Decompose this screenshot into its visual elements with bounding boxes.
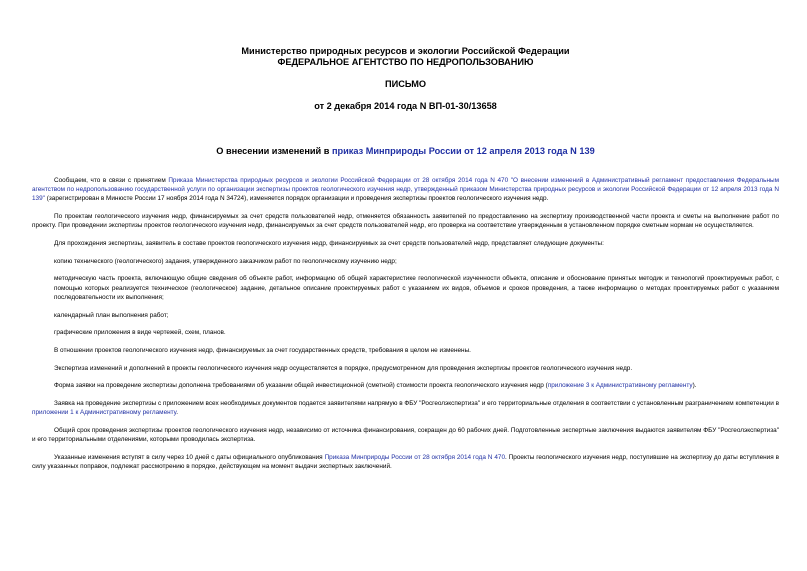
paragraph-1: Сообщаем, что в связи с принятием Приказа Министерства природных ресурсов и экологии Российской Федерации от 28 октября 2014 года N 470 "О внесении изменений в Административный регламент предоставления Федеральным агентством по недропользованию государственной услуги по организации экспертизы проектов геологического изучения недр, утвержденный приказом Министерства природных ресурсов и экологии Российской Федерации от 12 апреля 2013 года N 139" (зарегистрирован в Минюсте России 17 ноября 2014 года N 34724), изменяется порядок организации и проведения экспертизы проектов геологического изучения недр. — [32, 177, 779, 203]
paragraph-9: Экспертиза изменений и дополнений в проекты геологического изучения недр осуществляется в порядке, предусмотренном для проведения экспертизы проектов геологического изучения недр. — [54, 364, 633, 372]
list-item-2: методическую часть проекта, включающую общие сведения об объекте работ, информацию об общей характеристике геологической изученности объекта, описание и обоснование принятых методик и технологий проектируемых работ, с помощью которых реализуется техническое (геологическое) задание, детальное описание проектируемых работ с указанием их видов, объемов и сроков проведения, а также информацию о методах проектируемых работ с указанием последовательности их выполнения; — [54, 275, 779, 301]
title-prefix: О внесении изменений в — [216, 146, 332, 156]
order-470-link[interactable]: Приказа Министерства природных ресурсов и экологии Российской Федерации от 28 октября 2014 года N 470 "О внесении изменений в Административный регламент предоставления Федеральным агентством по недропользованию государственной услуги по организации экспертизы проектов геологического изучения недр, утвержденный приказом Министерства природных ресурсов и экологии Российской Федерации от 12 апреля 2013 года N 139" — [32, 177, 779, 203]
appendix-3-link[interactable]: приложение 3 к Административному регламенту — [547, 382, 693, 390]
document-type: ПИСЬМО — [384, 79, 427, 89]
order-470-short-link[interactable]: Приказа Минприроды России от 28 октября 2014 года N 470 — [324, 453, 505, 461]
page-title — [32, 146, 779, 156]
paragraph-10: Форма заявки на проведение экспертизы дополнена требованиями об указании общей инвестиционной (сметной) стоимости проекта геологического изучения недр (приложение 3 к Административному регламенту). — [54, 382, 697, 390]
paragraph-11: Заявка на проведение экспертизы с приложением всех необходимых документов подается заявителями напрямую в ФБУ "Росгеолэкспертиза" и его территориальные отделения в соответствии с установленным разграничением компетенции в приложении 1 к Административному регламенту. — [32, 400, 779, 417]
appendix-1-link[interactable]: приложении 1 к Административному регламенту — [32, 409, 177, 417]
paragraph-13: Указанные изменения вступят в силу через 10 дней с даты официального опубликования Приказа Минприроды России от 28 октября 2014 года N 470. Проекты геологического изучения недр, поступившие на экспертизу до даты вступления в силу указанных поправок, подлежат рассмотрению в порядке, действующем на момент выдачи экспертных заключений. — [32, 453, 779, 471]
paragraph-2: По проектам геологического изучения недр, финансируемых за счет средств пользователей недр, отменяется обязанность заявителей по предоставлению на экспертизу производственной части проекта и сметы на выполнение работ по проекту. При проведении экспертизы проектов геологического изучения недр, финансируемых за счет средств пользователей недр, его проверка на соответствие утвержденным в установленном порядке сметным нормам не осуществляется. — [32, 213, 779, 230]
document-date: от 2 декабря 2014 года N ВП-01-30/13658 — [314, 101, 497, 111]
document-body — [32, 176, 779, 471]
paragraph-12: Общий срок проведения экспертизы проектов геологического изучения недр, независимо от источника финансирования, сокращен до 60 рабочих дней. Подготовленные экспертные заключения выдаются заявителям ФБУ "Росгеолэкспертиза" и его территориальными отделениями, которыми проводилась экспертиза. — [32, 426, 779, 444]
document-header — [32, 46, 779, 112]
ministry-name: Министерство природных ресурсов и экологии Российской Федерации — [241, 46, 570, 56]
list-item-1: копию технического (геологического) задания, утвержденного заказчиком работ по геологическому изучению недр; — [54, 257, 397, 265]
title-order-link[interactable]: приказ Минприроды России от 12 апреля 2013 года N 139 — [331, 146, 595, 156]
paragraph-3: Для прохождения экспертизы, заявитель в составе проектов геологического изучения недр, финансируемых за счет средств пользователей недр, представляет следующие документы: — [54, 240, 604, 248]
list-item-4: графические приложения в виде чертежей, схем, планов. — [54, 329, 226, 337]
list-item-3: календарный план выполнения работ; — [54, 311, 169, 319]
agency-name: ФЕДЕРАЛЬНОЕ АГЕНТСТВО ПО НЕДРОПОЛЬЗОВАНИЮ — [277, 57, 534, 67]
paragraph-8: В отношении проектов геологического изучения недр, финансируемых за счет государственных средств, требования в целом не изменены. — [54, 346, 471, 354]
